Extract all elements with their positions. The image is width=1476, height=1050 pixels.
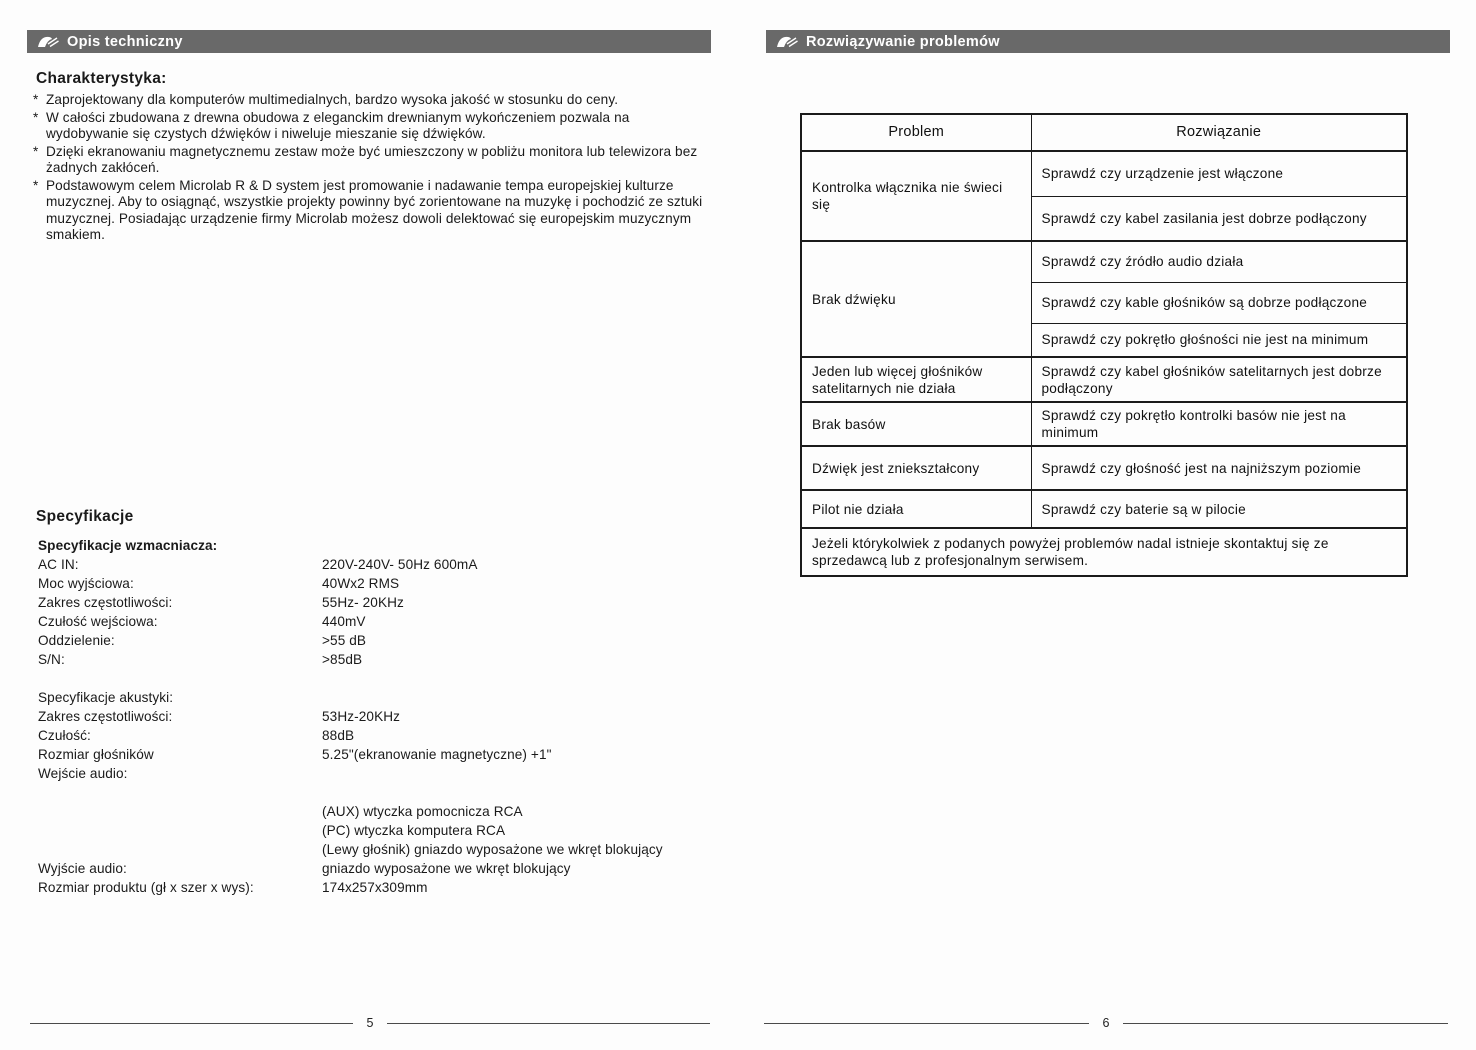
spec-label: AC IN: <box>38 557 79 572</box>
page-footer-right <box>764 1016 1448 1030</box>
spec-value: 40Wx2 RMS <box>322 576 400 591</box>
spec-label: S/N: <box>38 652 65 667</box>
table-row <box>801 490 1407 528</box>
characteristics-title: Charakterystyka: <box>36 70 167 87</box>
spec-row <box>38 726 714 745</box>
table-row <box>801 402 1407 446</box>
solution-cell: Sprawdź czy głośność jest na najniższym poziomie <box>1031 446 1407 490</box>
spec-row <box>38 821 714 840</box>
page-footer-left <box>30 1016 710 1030</box>
spec-row <box>38 764 714 783</box>
spec-value: 440mV <box>322 614 366 629</box>
acoustic-specs-title: Specyfikacje akustyki: <box>38 690 174 705</box>
spec-label: Wyjście audio: <box>38 861 127 876</box>
bullet-marker: * <box>33 109 39 125</box>
spec-value: 53Hz-20KHz <box>322 709 401 724</box>
section-marker-icon <box>775 35 799 49</box>
spec-label: Oddzielenie: <box>38 633 115 648</box>
spec-value: (Lewy głośnik) gniazdo wyposażone we wkręt blokujący <box>322 842 663 857</box>
table-footer-row <box>801 528 1407 576</box>
spec-row <box>38 688 714 707</box>
footer-rule <box>1123 1023 1448 1024</box>
footer-rule <box>30 1023 353 1024</box>
spec-label: Czułość wejściowa: <box>38 614 158 629</box>
spec-row <box>38 707 714 726</box>
spec-label: Zakres częstotliwości: <box>38 595 173 610</box>
solution-cell: Sprawdź czy pokrętło kontrolki basów nie jest na minimum <box>1031 402 1407 446</box>
specifications-title: Specyfikacje <box>36 508 134 525</box>
solution-cell: Sprawdź czy kabel zasilania jest dobrze podłączony <box>1031 196 1407 241</box>
spec-value: (AUX) wtyczka pomocnicza RCA <box>322 804 523 819</box>
spec-value: gniazdo wyposażone we wkręt blokujący <box>322 861 571 876</box>
feature-item <box>33 178 709 244</box>
amp-specs-title-row <box>38 536 714 555</box>
spec-label <box>38 821 322 840</box>
spec-value: >85dB <box>322 652 363 667</box>
feature-item <box>33 92 709 109</box>
spec-value: 5.25"(ekranowanie magnetyczne) +1" <box>322 747 552 762</box>
feature-text: Podstawowym celem Microlab R & D system jest promowanie i nadawanie tempa europejskiej kulturze muzycznej. Aby to osiągnąć, wszystkie projekty powinny być zorientowane na muzykę i pochodzić ze sztuki muzycznej. Posiadając urządzenie firmy Microlab możesz dowoli delektować się europejskim muzycznym smakiem. <box>46 177 703 242</box>
table-row <box>801 151 1407 196</box>
spec-row <box>38 574 714 593</box>
problem-cell: Brak dźwięku <box>801 241 1031 357</box>
solution-cell: Sprawdź czy kabel głośników satelitarnych jest dobrze podłączony <box>1031 357 1407 402</box>
spec-value: (PC) wtyczka komputera RCA <box>322 823 506 838</box>
feature-text: W całości zbudowana z drewna obudowa z eleganckim drewnianym wykończeniem pozwala na wydobywanie się czystych dźwięków i niweluje mieszanie się dźwięków. <box>46 109 630 141</box>
column-header-problem: Problem <box>801 114 1031 151</box>
section-header-title: Rozwiązywanie problemów <box>806 33 1000 50</box>
table-footer-note: Jeżeli którykolwiek z podanych powyżej problemów nadal istnieje skontaktuj się ze sprzedawcą lub z profesjonalnym serwisem. <box>801 528 1407 576</box>
bullet-marker: * <box>33 177 39 193</box>
specifications-block <box>38 536 714 897</box>
spec-row <box>38 593 714 612</box>
spec-label <box>38 802 322 821</box>
problem-cell: Brak basów <box>801 402 1031 446</box>
spec-row <box>38 840 714 859</box>
spec-label: Wejście audio: <box>38 766 128 781</box>
problem-cell: Kontrolka włącznika nie świeci się <box>801 151 1031 241</box>
spec-label <box>38 840 322 859</box>
amp-specs-title: Specyfikacje wzmacniacza: <box>38 538 218 553</box>
spec-row <box>38 859 714 878</box>
footer-rule <box>764 1023 1089 1024</box>
spec-value: 55Hz- 20KHz <box>322 595 404 610</box>
spec-value: >55 dB <box>322 633 367 648</box>
solution-cell: Sprawdź czy baterie są w pilocie <box>1031 490 1407 528</box>
spec-row <box>38 612 714 631</box>
page-number: 5 <box>366 1016 374 1030</box>
solution-cell: Sprawdź czy pokrętło głośności nie jest na minimum <box>1031 323 1407 357</box>
feature-list <box>33 92 709 245</box>
footer-rule <box>387 1023 710 1024</box>
spec-label: Czułość: <box>38 728 91 743</box>
column-header-solution: Rozwiązanie <box>1031 114 1407 151</box>
feature-item <box>33 110 709 143</box>
spec-row <box>38 878 714 897</box>
table-row <box>801 446 1407 490</box>
section-header-left <box>27 30 711 53</box>
spec-row <box>38 555 714 574</box>
spec-row <box>38 745 714 764</box>
spec-value <box>322 764 714 783</box>
troubleshooting-table <box>800 113 1408 577</box>
feature-item <box>33 144 709 177</box>
spec-row <box>38 802 714 821</box>
table-row <box>801 241 1407 282</box>
section-marker-icon <box>36 35 60 49</box>
table-header-row <box>801 114 1407 151</box>
spec-label: Rozmiar produktu (gł x szer x wys): <box>38 880 254 895</box>
spec-value <box>322 688 714 707</box>
feature-text: Zaprojektowany dla komputerów multimedialnych, bardzo wysoka jakość w stosunku do ceny. <box>46 92 619 107</box>
problem-cell: Pilot nie działa <box>801 490 1031 528</box>
spec-label: Moc wyjściowa: <box>38 576 134 591</box>
bullet-marker: * <box>33 92 39 107</box>
spec-label: Zakres częstotliwości: <box>38 709 173 724</box>
spec-row <box>38 650 714 669</box>
spec-value: 220V-240V- 50Hz 600mA <box>322 557 478 572</box>
section-header-right <box>766 30 1450 53</box>
problem-cell: Jeden lub więcej głośników satelitarnych nie działa <box>801 357 1031 402</box>
solution-cell: Sprawdź czy źródło audio działa <box>1031 241 1407 282</box>
problem-cell: Dźwięk jest zniekształcony <box>801 446 1031 490</box>
table-row <box>801 357 1407 402</box>
spec-value: 88dB <box>322 728 355 743</box>
solution-cell: Sprawdź czy urządzenie jest włączone <box>1031 151 1407 196</box>
page-number: 6 <box>1102 1016 1110 1030</box>
spec-value: 174x257x309mm <box>322 880 428 895</box>
bullet-marker: * <box>33 143 39 159</box>
section-header-title: Opis techniczny <box>67 33 183 50</box>
feature-text: Dzięki ekranowaniu magnetycznemu zestaw może być umieszczony w pobliżu monitora lub telewizora bez żadnych zakłóceń. <box>46 143 698 175</box>
spec-label: Rozmiar głośników <box>38 747 154 762</box>
solution-cell: Sprawdź czy kable głośników są dobrze podłączone <box>1031 282 1407 323</box>
spec-row <box>38 631 714 650</box>
